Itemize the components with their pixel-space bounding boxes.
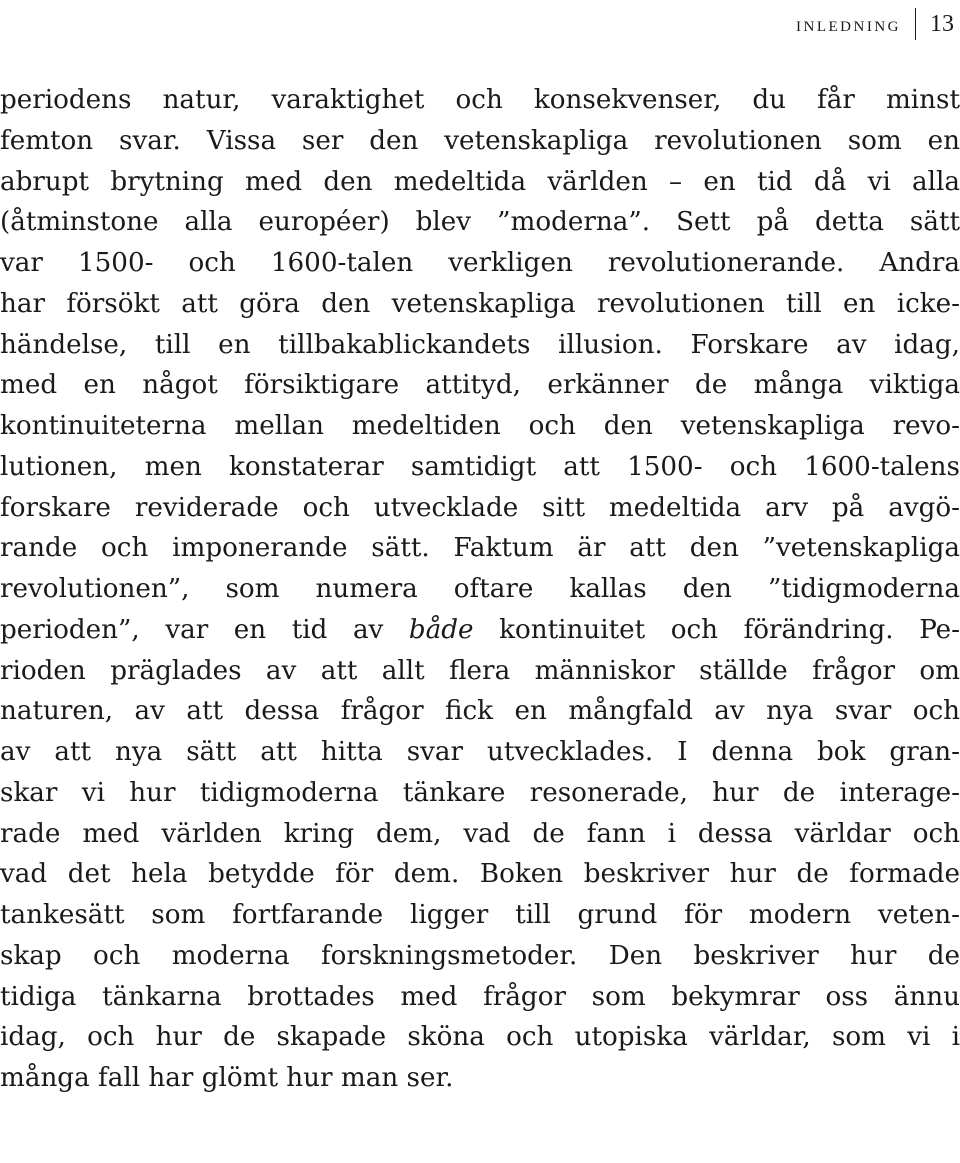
- text-line-with-emphasis: [0, 610, 960, 651]
- text-line: vad det hela betydde för dem. Boken beskriver hur de formade: [0, 859, 960, 890]
- text-line: rande och imponerande sätt. Faktum är att den ”vetenskapliga: [0, 533, 960, 564]
- body-paragraph: [0, 80, 960, 1099]
- text-line: forskare reviderade och utvecklade sitt medeltida arv på avgö-: [0, 492, 960, 523]
- text-line-last: många fall har glömt hur man ser.: [0, 1063, 454, 1093]
- page-header: [796, 8, 960, 40]
- text-line: var 1500- och 1600-talen verkligen revolutionerande. Andra: [0, 248, 960, 278]
- text-line: tidiga tänkarna brottades med frågor som bekymrar oss ännu: [0, 981, 960, 1012]
- text-line: händelse, till en tillbakablickandets illusion. Forskare av idag,: [0, 329, 960, 360]
- text-line: naturen, av att dessa frågor fick en mångfald av nya svar och: [0, 696, 960, 727]
- line-text-before: perioden”, var en tid av: [0, 614, 409, 645]
- text-line: skar vi hur tidigmoderna tänkare resonerade, hur de interage-: [0, 777, 960, 808]
- running-head: inledning: [796, 8, 916, 40]
- emphasized-word: både: [408, 614, 474, 645]
- text-line: abrupt brytning med den medeltida världen – en tid då vi alla: [0, 166, 960, 197]
- text-line: kontinuiteterna mellan medeltiden och den vetenskapliga revo-: [0, 411, 960, 441]
- text-line: idag, och hur de skapade sköna och utopiska världar, som vi i: [0, 1022, 960, 1053]
- page-number: 13: [930, 11, 954, 37]
- text-line: skap och moderna forskningsmetoder. Den beskriver hur de: [0, 940, 960, 971]
- text-line: rioden präglades av att allt flera människor ställde frågor om: [0, 655, 960, 686]
- text-line: av att nya sätt att hitta svar utvecklades. I denna bok gran-: [0, 737, 960, 767]
- text-line: (åtminstone alla européer) blev ”moderna”. Sett på detta sätt: [0, 207, 960, 238]
- text-line: periodens natur, varaktighet och konsekvenser, du får minst: [0, 85, 960, 115]
- text-line: tankesätt som fortfarande ligger till grund för modern veten-: [0, 900, 960, 930]
- text-line: rade med världen kring dem, vad de fann i dessa världar och: [0, 818, 960, 849]
- text-line: lutionen, men konstaterar samtidigt att 1500- och 1600-talens: [0, 451, 960, 482]
- text-line: revolutionen”, som numera oftare kallas den ”tidigmoderna: [0, 574, 960, 604]
- line-text-after: kontinuitet och förändring. Pe-: [473, 614, 960, 645]
- text-line: femton svar. Vissa ser den vetenskapliga revolutionen som en: [0, 125, 960, 156]
- text-line: har försökt att göra den vetenskapliga revolutionen till en icke-: [0, 288, 960, 319]
- text-line: med en något försiktigare attityd, erkänner de många viktiga: [0, 370, 960, 401]
